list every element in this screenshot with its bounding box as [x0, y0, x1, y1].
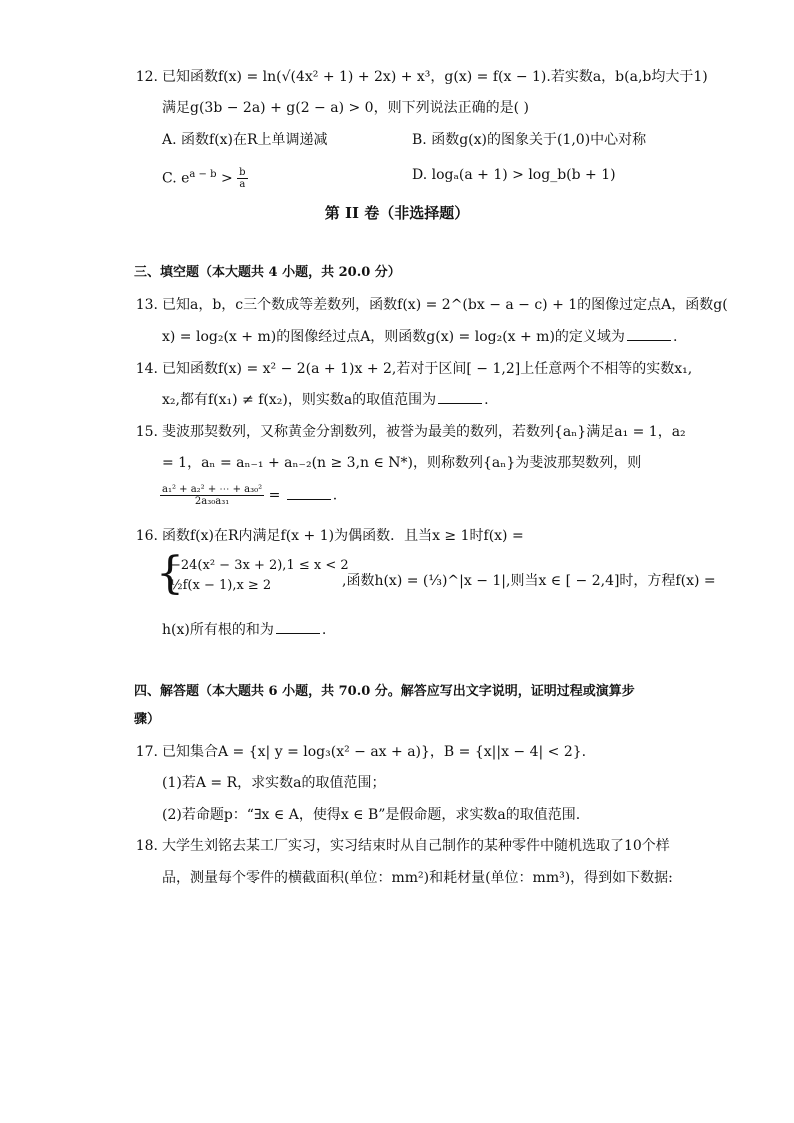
question-text: 已知函数f(x) = x² − 2(a + 1)x + 2,若对于区间[ − 1,2]上任意两个不相等的实数x₁, — [162, 361, 693, 377]
fraction-numerator: a₁² + a₂² + ⋯ + a₃₀² — [162, 484, 263, 495]
answer-blank[interactable] — [276, 621, 320, 634]
option-b: B. 函数g(x)的图象关于(1,0)中心对称 — [412, 132, 647, 148]
question-text-span: x₂,都有f(x₁) ≠ f(x₂)，则实数a的取值范围为 — [162, 392, 437, 408]
option-d: D. logₐ(a + 1) > log_b(b + 1) — [412, 167, 616, 183]
fraction-denominator: a — [239, 179, 246, 191]
question-text-span: x) = log₂(x + m)的图像经过点A，则函数g(x) = log₂(x + m)的定义域为 — [162, 329, 625, 345]
question-text — [162, 620, 326, 640]
question-number: 13. — [135, 297, 158, 313]
question-text: 斐波那契数列，又称黄金分割数列，被誉为最美的数列，若数列{aₙ}满足a₁ = 1，a₂ — [162, 424, 686, 440]
section-heading: 三、填空题（本大题共 4 小题，共 20.0 分） — [134, 265, 401, 280]
question-text — [162, 390, 489, 410]
option-a: A. 函数f(x)在R上单调递减 — [162, 132, 328, 148]
question-text: 函数f(x)在R内满足f(x + 1)为偶函数．且当x ≥ 1时f(x) = — [162, 528, 524, 544]
option-c — [162, 165, 248, 190]
option-c-gt: > — [216, 170, 238, 187]
question-text-span: h(x)所有根的和为 — [162, 622, 274, 638]
period: . — [672, 329, 678, 345]
option-c-exponent: a − b — [189, 169, 217, 180]
equals: = — [264, 487, 285, 504]
sub-question: (1)若A = R，求实数a的取值范围； — [162, 775, 386, 791]
answer-blank[interactable] — [627, 328, 671, 341]
question-text: ,函数h(x) = (⅓)^|x − 1|,则当x ∈ [ − 2,4]时，方程f(x) = — [342, 573, 716, 589]
question-number: 12. — [135, 69, 158, 85]
question-text: 已知a，b，c三个数成等差数列，函数f(x) = 2^(bx − a − c) + 1的图像过定点A，函数g( — [162, 297, 728, 313]
question-number: 14. — [135, 361, 158, 377]
question-text: 品，测量每个零件的横截面积(单位：mm²)和耗材量(单位：mm³)，得到如下数据: — [162, 870, 673, 886]
question-text: 已知集合A = {x| y = log₃(x² − ax + a)}，B = {x||x − 4| < 2}. — [162, 744, 587, 760]
question-number: 18. — [135, 838, 158, 854]
option-c-fraction — [237, 167, 247, 190]
section-heading: 骤） — [134, 712, 161, 727]
question-text: = 1，aₙ = aₙ₋₁ + aₙ₋₂(n ≥ 3,n ∈ N*)，则称数列{aₙ}为斐波那契数列，则 — [162, 455, 642, 471]
fraction-denominator: 2a₃₀a₃₁ — [194, 496, 230, 507]
question-text — [162, 327, 677, 347]
question-fraction-line — [160, 484, 337, 507]
question-number: 17. — [135, 744, 158, 760]
piecewise-brace: { — [156, 548, 184, 599]
section-heading: 四、解答题（本大题共 6 小题，共 70.0 分。解答应写出文字说明，证明过程或演算步 — [134, 684, 635, 699]
question-text: 满足g(3b − 2a) + g(2 − a) > 0，则下列说法正确的是( ) — [162, 100, 529, 116]
answer-blank[interactable] — [287, 487, 331, 500]
sum-fraction — [160, 484, 264, 507]
answer-blank[interactable] — [438, 391, 482, 404]
option-c-base: C. e — [162, 170, 190, 187]
piecewise-case: ½f(x − 1),x ≥ 2 — [170, 578, 272, 593]
period: . — [321, 622, 327, 638]
question-text: 已知函数f(x) = ln(√(4x² + 1) + 2x) + x³，g(x) = f(x − 1).若实数a，b(a,b均大于1) — [162, 69, 708, 85]
period: . — [484, 392, 489, 408]
piecewise-case: −24(x² − 3x + 2),1 ≤ x < 2 — [170, 558, 349, 573]
period: . — [332, 487, 338, 504]
question-text: 大学生刘铭去某工厂实习，实习结束时从自己制作的某种零件中随机选取了10个样 — [162, 838, 670, 854]
question-number: 16. — [135, 528, 158, 544]
fraction-numerator: b — [239, 167, 246, 179]
question-number: 15. — [135, 424, 158, 440]
sub-question: (2)若命题p：“∃x ∈ A，使得x ∈ B”是假命题，求实数a的取值范围. — [162, 807, 581, 823]
part-title: 第 II 卷（非选择题） — [324, 204, 470, 222]
